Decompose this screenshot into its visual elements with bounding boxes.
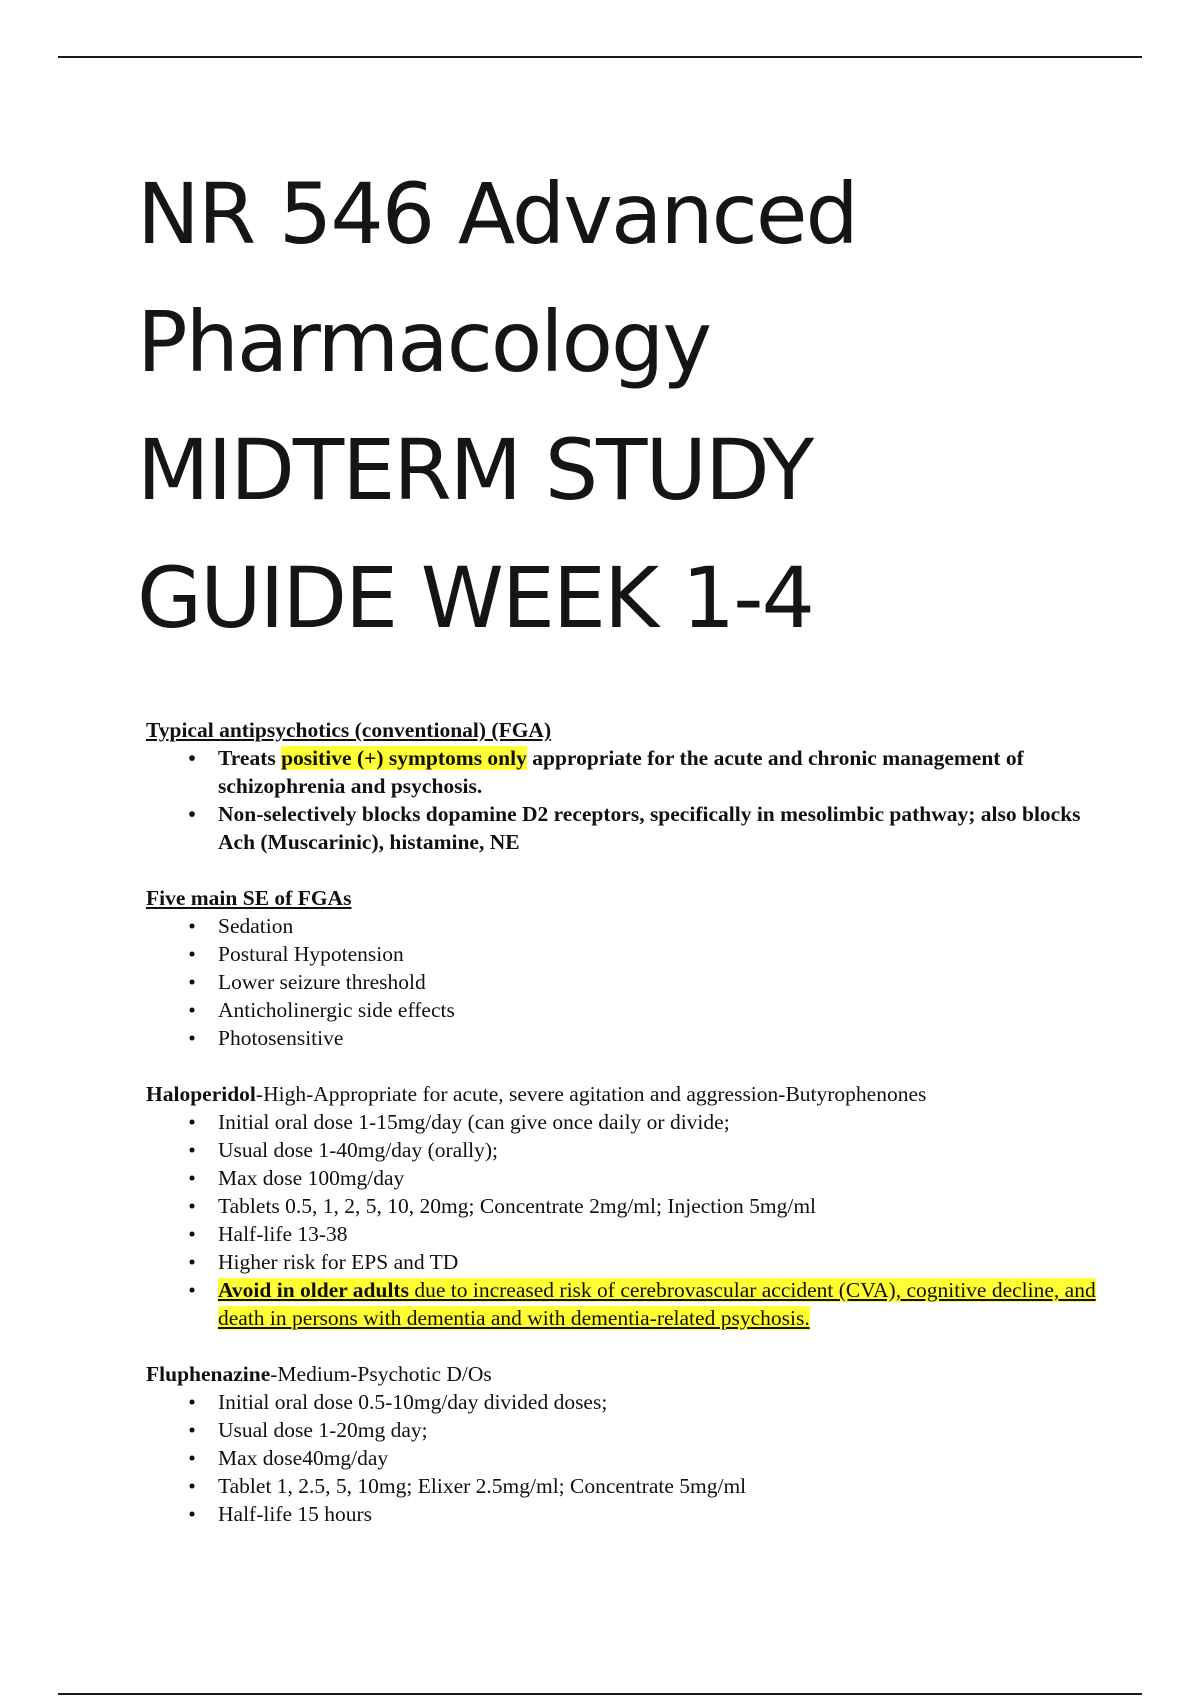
list-item [146,800,1096,856]
bullet-icon: • [188,1446,196,1470]
list-item [146,968,1096,996]
item-text-post: appropriate for the acute and chronic management of schizophrenia and psychosis. [218,746,1024,798]
item-text: Max dose40mg/day [218,1446,389,1470]
title-line-3: MIDTERM STUDY [137,421,813,519]
item-text: Non-selectively blocks dopamine D2 receptors, specifically in mesolimbic pathway; also blocks Ach (Muscarinic), histamine, NE [218,802,1081,854]
item-text-pre: Treats [218,746,282,770]
bottom-rule [58,1693,1142,1695]
bullet-icon: • [188,942,196,966]
list-item [146,1444,1096,1472]
list-item [146,1248,1096,1276]
item-text: Max dose 100mg/day [218,1166,405,1190]
list-item [146,1024,1096,1052]
warning-bold-text: Avoid in older adults [218,1278,409,1302]
section-heading [146,884,1096,912]
list-item [146,1416,1096,1444]
section-heading [146,1360,1096,1388]
bullet-list [146,1108,1096,1332]
warning-rest-text: due to increased risk of cerebrovascular accident (CVA), cognitive decline, and death in persons with dementia and with dementia-related psychosis. [218,1278,1096,1330]
item-text: Half-life 15 hours [218,1502,373,1526]
top-rule [58,56,1142,58]
drug-description: -High-Appropriate for acute, severe agitation and aggression-Butyrophenones [255,1082,927,1106]
highlighted-text: positive (+) symptoms only [281,746,527,770]
item-text: Photosensitive [218,1026,344,1050]
section-heading [146,716,1096,744]
bullet-icon: • [188,1474,196,1498]
bullet-icon: • [188,1026,196,1050]
item-text: Lower seizure threshold [218,970,426,994]
document-body [146,716,1096,1528]
bullet-icon: • [188,1250,196,1274]
drug-name: Fluphenazine [146,1362,271,1386]
section-heading [146,1080,1096,1108]
item-text: Half-life 13-38 [218,1222,348,1246]
section-haloperidol [146,1080,1096,1332]
list-item [146,1136,1096,1164]
bullet-icon: • [188,998,196,1022]
title-line-2: Pharmacology [137,293,711,391]
bullet-list [146,912,1096,1052]
list-item [146,940,1096,968]
item-text: Postural Hypotension [218,942,404,966]
item-text: Usual dose 1-40mg/day (orally); [218,1138,499,1162]
heading-text: Typical antipsychotics (conventional) (FGA) [146,718,552,742]
item-text: Tablet 1, 2.5, 5, 10mg; Elixer 2.5mg/ml; Concentrate 5mg/ml [218,1474,747,1498]
warning-text [218,1278,1096,1330]
bullet-icon: • [188,914,196,938]
bullet-icon: • [188,1166,196,1190]
item-text: Initial oral dose 0.5-10mg/day divided doses; [218,1390,608,1414]
bullet-icon: • [188,1278,196,1302]
bullet-list [146,1388,1096,1528]
drug-description: -Medium-Psychotic D/Os [270,1362,492,1386]
list-item [146,912,1096,940]
bullet-icon: • [188,1194,196,1218]
bullet-icon: • [188,1390,196,1414]
list-item [146,1220,1096,1248]
bullet-icon: • [188,802,196,826]
list-item [146,1388,1096,1416]
bullet-list [146,744,1096,856]
list-item [146,744,1096,800]
item-text: Sedation [218,914,294,938]
item-text: Usual dose 1-20mg day; [218,1418,428,1442]
section-fluphenazine [146,1360,1096,1528]
title-line-4: GUIDE WEEK 1-4 [137,549,813,647]
drug-name: Haloperidol [146,1082,256,1106]
item-text: Tablets 0.5, 1, 2, 5, 10, 20mg; Concentrate 2mg/ml; Injection 5mg/ml [218,1194,817,1218]
heading-text: Five main SE of FGAs [146,886,352,910]
item-text: Initial oral dose 1-15mg/day (can give once daily or divide; [218,1110,730,1134]
section-typical-antipsychotics [146,716,1096,856]
bullet-icon: • [188,1138,196,1162]
bullet-icon: • [188,1418,196,1442]
list-item [146,1472,1096,1500]
bullet-icon: • [188,1110,196,1134]
list-item [146,1192,1096,1220]
bullet-icon: • [188,746,196,770]
list-item [146,1500,1096,1528]
list-item [146,996,1096,1024]
list-item [146,1108,1096,1136]
section-side-effects [146,884,1096,1052]
item-text: Anticholinergic side effects [218,998,455,1022]
bullet-icon: • [188,970,196,994]
list-item-warning [146,1276,1096,1332]
title-line-1: NR 546 Advanced [137,165,857,263]
bullet-icon: • [188,1222,196,1246]
bullet-icon: • [188,1502,196,1526]
list-item [146,1164,1096,1192]
document-title [137,150,1117,662]
item-text: Higher risk for EPS and TD [218,1250,459,1274]
